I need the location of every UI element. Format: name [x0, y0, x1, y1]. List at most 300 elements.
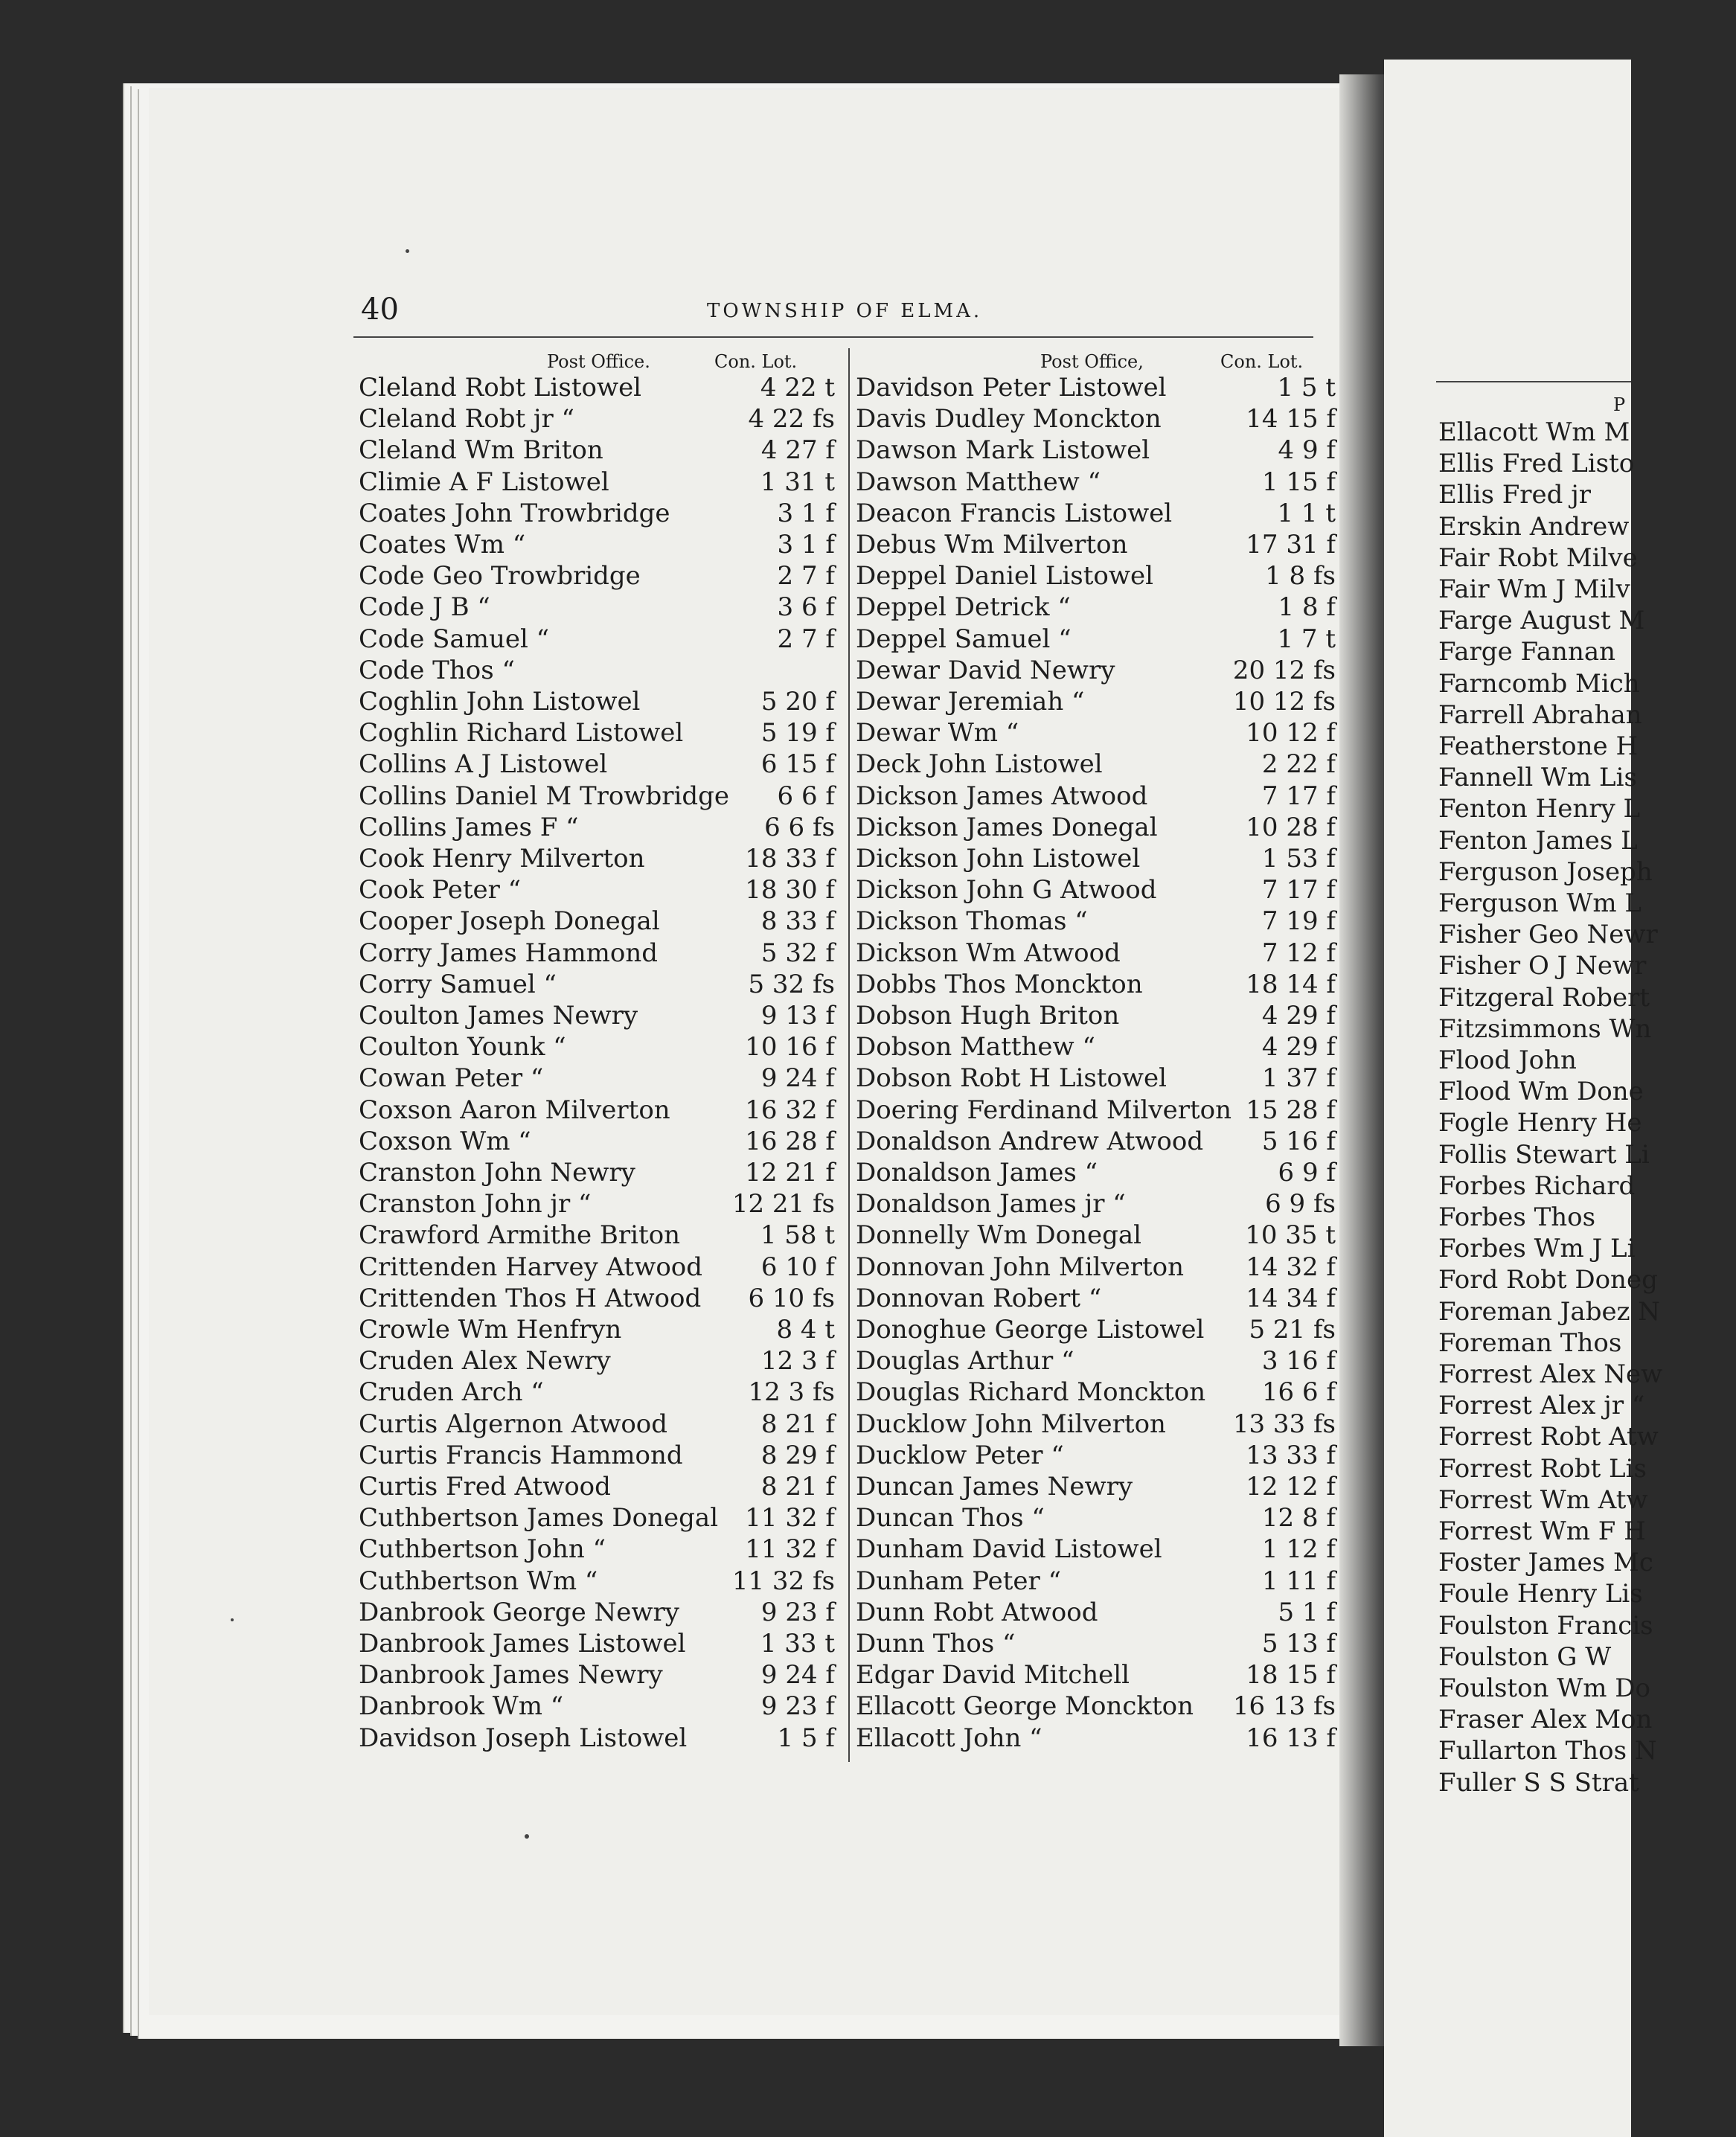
entry-name: Collins James F “ [359, 812, 579, 842]
directory-entry [1438, 1170, 1736, 1202]
entry-con-lot: 6 15 f [760, 749, 835, 780]
entry-name: Edgar David Mitchell [856, 1660, 1130, 1691]
entry-con-lot: 5 21 fs [1249, 1315, 1336, 1345]
entry-con-lot: 11 32 f [745, 1534, 835, 1565]
directory-entry [1438, 417, 1736, 448]
entry-name: Coulton James Newry [359, 1001, 638, 1031]
entry-con-lot: 1 1 t [1277, 498, 1336, 528]
directory-entry [856, 843, 1336, 874]
directory-entry [856, 403, 1336, 435]
directory-entry [359, 529, 835, 560]
entry-name: Debus Wm Milverton [856, 530, 1128, 560]
entry-name: Forrest Robt Lis [1438, 1453, 1647, 1484]
entry-name: Davidson Peter Listowel [856, 373, 1167, 403]
directory-entry [359, 1409, 835, 1440]
entry-name: Collins Daniel M Trowbridge [359, 781, 730, 811]
directory-entry [856, 1659, 1336, 1691]
directory-entry [856, 906, 1336, 937]
entry-name: Crittenden Harvey Atwood [359, 1252, 703, 1282]
entry-name: Code J B “ [359, 592, 490, 623]
directory-entry [1438, 1578, 1736, 1609]
entry-name: Fullarton Thos N [1438, 1736, 1657, 1766]
directory-entry [856, 1000, 1336, 1031]
column-head-con-lot: Con. Lot. [714, 351, 798, 372]
directory-entry [856, 1377, 1336, 1408]
entry-name: Coxson Wm “ [359, 1126, 531, 1156]
directory-entry [359, 1314, 835, 1345]
entry-name: Dobson Robt H Listowel [856, 1063, 1168, 1094]
directory-entry [359, 1345, 835, 1377]
entry-name: Donaldson James “ [856, 1158, 1098, 1188]
directory-entry [1438, 1107, 1736, 1138]
entry-name: Fannell Wm Lis [1438, 763, 1637, 793]
directory-entry [359, 1471, 835, 1502]
entry-name: Fraser Alex Mon [1438, 1705, 1653, 1735]
entry-con-lot: 4 29 f [1261, 1032, 1336, 1063]
entry-name: Dunn Thos “ [856, 1629, 1016, 1659]
entry-name: Ellacott Wm M [1438, 417, 1630, 447]
directory-entry [359, 1440, 835, 1471]
directory-entry [1438, 1484, 1736, 1516]
directory-entry [1438, 668, 1736, 699]
directory-entry [359, 467, 835, 498]
entry-name: Forrest Robt Atw [1438, 1422, 1659, 1452]
entry-name: Cuthbertson Wm “ [359, 1566, 598, 1596]
entry-name: Ford Robt Doneg [1438, 1265, 1658, 1295]
entry-con-lot: 3 1 f [777, 498, 835, 528]
directory-entry [359, 969, 835, 1000]
entry-con-lot: 6 10 fs [748, 1283, 835, 1313]
entry-name: Ellis Fred jr [1438, 480, 1592, 510]
entry-name: Donnovan Robert “ [856, 1283, 1102, 1313]
entry-con-lot: 3 16 f [1261, 1346, 1336, 1377]
directory-entry [856, 1314, 1336, 1345]
entry-con-lot: 10 28 f [1246, 812, 1336, 842]
entry-name: Dobson Hugh Briton [856, 1001, 1120, 1031]
entry-con-lot: 4 27 f [760, 435, 835, 466]
directory-column-middle [856, 372, 1336, 1786]
directory-entry [856, 529, 1336, 560]
directory-entry [856, 1534, 1336, 1565]
entry-con-lot: 16 6 f [1261, 1377, 1336, 1408]
entry-name: Davidson Joseph Listowel [359, 1723, 688, 1753]
entry-con-lot: 9 23 f [760, 1597, 835, 1627]
entry-con-lot: 4 22 t [760, 373, 835, 403]
entry-name: Dickson Thomas “ [856, 906, 1088, 937]
entry-name: Forrest Alex jr “ [1438, 1391, 1645, 1421]
entry-con-lot: 18 33 f [745, 844, 835, 874]
entry-name: Danbrook James Newry [359, 1660, 663, 1691]
entry-name: Foreman Jabez N [1438, 1296, 1661, 1327]
entry-name: Forbes Thos [1438, 1202, 1596, 1232]
column-head-con-lot: Con. Lot. [1220, 351, 1304, 372]
directory-entry [359, 1723, 835, 1754]
entry-name: Fisher Geo Newr [1438, 920, 1658, 950]
entry-con-lot: 5 16 f [1261, 1126, 1336, 1156]
entry-name: Dickson John G Atwood [856, 875, 1157, 906]
entry-name: Dewar Wm “ [856, 718, 1019, 749]
entry-name: Cruden Arch “ [359, 1377, 544, 1408]
directory-entry [1438, 542, 1736, 574]
entry-con-lot: 1 53 f [1261, 844, 1336, 874]
entry-name: Ducklow Peter “ [856, 1440, 1064, 1470]
entry-name: Cooper Joseph Donegal [359, 906, 660, 937]
entry-con-lot: 14 34 f [1246, 1283, 1336, 1313]
entry-name: Duncan Thos “ [856, 1503, 1045, 1534]
entry-con-lot: 8 33 f [760, 906, 835, 937]
entry-con-lot: 16 13 f [1246, 1723, 1336, 1753]
entry-con-lot: 3 1 f [777, 530, 835, 560]
entry-name: Follis Stewart Li [1438, 1139, 1650, 1170]
directory-entry [856, 655, 1336, 686]
directory-entry [856, 1157, 1336, 1188]
entry-con-lot: 10 12 fs [1232, 687, 1336, 717]
directory-entry [359, 592, 835, 623]
directory-entry [359, 686, 835, 717]
directory-entry [856, 467, 1336, 498]
directory-entry [359, 1534, 835, 1565]
entry-con-lot: 16 32 f [745, 1095, 835, 1125]
entry-con-lot: 11 32 f [745, 1503, 835, 1534]
entry-name: Doering Ferdinand Milverton [856, 1095, 1232, 1125]
entry-name: Danbrook Wm “ [359, 1691, 564, 1722]
directory-entry [1438, 574, 1736, 605]
entry-con-lot: 8 29 f [760, 1440, 835, 1470]
entry-name: Ferguson Wm L [1438, 888, 1641, 918]
entry-name: Cook Henry Milverton [359, 844, 645, 874]
entry-name: Crawford Armithe Briton [359, 1220, 681, 1251]
entry-name: Dawson Mark Listowel [856, 435, 1150, 466]
directory-entry [856, 1628, 1336, 1659]
entry-con-lot: 1 12 f [1261, 1534, 1336, 1565]
entry-con-lot: 10 12 f [1246, 718, 1336, 749]
entry-name: Fitzgeral Robert [1438, 982, 1650, 1013]
entry-con-lot: 14 32 f [1246, 1252, 1336, 1282]
entry-name: Featherstone H [1438, 731, 1639, 761]
directory-entry [1438, 1359, 1736, 1390]
entry-name: Forbes Wm J Li [1438, 1234, 1636, 1264]
entry-con-lot: 7 12 f [1261, 938, 1336, 968]
directory-entry [856, 1283, 1336, 1314]
directory-entry [1438, 1202, 1736, 1233]
entry-con-lot: 5 20 f [760, 687, 835, 717]
entry-con-lot: 9 13 f [760, 1001, 835, 1031]
header-rule [353, 336, 1313, 338]
directory-entry [856, 1409, 1336, 1440]
entry-name: Cruden Alex Newry [359, 1346, 611, 1377]
directory-entry [1438, 1421, 1736, 1452]
entry-name: Cowan Peter “ [359, 1063, 544, 1094]
directory-entry [359, 1659, 835, 1691]
directory-entry [359, 655, 835, 686]
directory-entry [856, 717, 1336, 749]
entry-con-lot: 14 15 f [1246, 404, 1336, 435]
entry-con-lot: 7 17 f [1261, 781, 1336, 811]
directory-entry [856, 938, 1336, 969]
entry-con-lot: 20 12 fs [1232, 655, 1336, 685]
directory-entry [359, 1063, 835, 1094]
directory-entry [1438, 448, 1736, 479]
entry-con-lot: 10 16 f [745, 1032, 835, 1063]
directory-entry [1438, 919, 1736, 950]
directory-entry [359, 1628, 835, 1659]
entry-name: Ferguson Joseph [1438, 856, 1653, 887]
entry-name: Foulston Wm Do [1438, 1673, 1650, 1703]
entry-name: Danbrook George Newry [359, 1597, 679, 1627]
directory-entry [1438, 1390, 1736, 1421]
entry-name: Deppel Samuel “ [856, 624, 1072, 654]
entry-name: Donoghue George Listowel [856, 1315, 1205, 1345]
entry-con-lot: 4 22 fs [748, 404, 835, 435]
directory-entry [856, 1723, 1336, 1754]
entry-name: Coxson Aaron Milverton [359, 1095, 670, 1125]
entry-con-lot: 13 33 fs [1232, 1409, 1336, 1439]
directory-entry [856, 1220, 1336, 1251]
entry-name: Forrest Alex New [1438, 1359, 1663, 1389]
entry-con-lot: 7 17 f [1261, 875, 1336, 906]
entry-name: Fair Wm J Milv [1438, 574, 1630, 604]
directory-entry [856, 686, 1336, 717]
entry-con-lot: 5 1 f [1278, 1597, 1336, 1627]
entry-name: Dunham David Listowel [856, 1534, 1162, 1565]
entry-name: Curtis Francis Hammond [359, 1440, 683, 1470]
directory-entry [359, 1157, 835, 1188]
entry-con-lot: 15 28 f [1246, 1095, 1336, 1125]
directory-entry [856, 749, 1336, 780]
directory-entry [856, 1691, 1336, 1722]
entry-name: Danbrook James Listowel [359, 1629, 686, 1659]
directory-entry [1438, 1547, 1736, 1578]
directory-entry [359, 874, 835, 906]
entry-name: Foulston G W [1438, 1641, 1612, 1672]
entry-name: Dewar David Newry [856, 655, 1115, 685]
directory-entry [359, 938, 835, 969]
print-speck [525, 1834, 529, 1839]
entry-con-lot: 9 24 f [760, 1063, 835, 1094]
directory-entry [1438, 1296, 1736, 1327]
entry-name: Curtis Algernon Atwood [359, 1409, 668, 1439]
entry-name: Dobbs Thos Monckton [856, 969, 1143, 999]
directory-entry [1438, 1013, 1736, 1045]
directory-entry [1438, 1264, 1736, 1295]
directory-entry [1438, 982, 1736, 1013]
entry-con-lot: 2 22 f [1261, 749, 1336, 780]
directory-entry [359, 749, 835, 780]
entry-con-lot: 18 15 f [1246, 1660, 1336, 1691]
directory-entry [856, 969, 1336, 1000]
directory-entry [359, 1566, 835, 1597]
directory-entry [1438, 1076, 1736, 1107]
directory-entry [359, 435, 835, 466]
entry-name: Dawson Matthew “ [856, 467, 1101, 497]
entry-name: Dickson James Atwood [856, 781, 1148, 811]
directory-entry [856, 1566, 1336, 1597]
directory-entry [1438, 856, 1736, 888]
entry-con-lot: 18 30 f [745, 875, 835, 906]
entry-name: Collins A J Listowel [359, 749, 608, 780]
column-head-post-office: P [1613, 394, 1626, 415]
directory-entry [1438, 1453, 1736, 1484]
entry-con-lot: 9 24 f [760, 1660, 835, 1691]
directory-entry [359, 498, 835, 529]
directory-entry [856, 781, 1336, 812]
entry-name: Fair Robt Milve [1438, 542, 1638, 573]
entry-con-lot: 6 9 fs [1265, 1189, 1336, 1220]
entry-name: Ellacott George Monckton [856, 1691, 1194, 1722]
entry-con-lot: 12 8 f [1261, 1503, 1336, 1534]
directory-entry [359, 1126, 835, 1157]
directory-entry [359, 1220, 835, 1251]
directory-entry [359, 1283, 835, 1314]
entry-name: Fenton James L [1438, 825, 1638, 856]
directory-entry [359, 560, 835, 592]
directory-entry [1438, 825, 1736, 856]
entry-con-lot: 1 15 f [1261, 467, 1336, 497]
directory-entry [359, 843, 835, 874]
entry-name: Dickson Wm Atwood [856, 938, 1121, 968]
entry-con-lot: 11 32 fs [731, 1566, 835, 1596]
entry-name: Dunham Peter “ [856, 1566, 1061, 1596]
entry-con-lot: 1 5 t [1277, 373, 1336, 403]
directory-entry [856, 812, 1336, 843]
directory-entry [856, 1188, 1336, 1220]
entry-con-lot: 4 29 f [1261, 1001, 1336, 1031]
directory-entry [1438, 762, 1736, 793]
entry-name: Dewar Jeremiah “ [856, 687, 1085, 717]
running-head: TOWNSHIP OF ELMA. [707, 300, 983, 322]
entry-name: Foule Henry Lis [1438, 1579, 1643, 1609]
entry-name: Donaldson James jr “ [856, 1189, 1126, 1220]
entry-name: Donnelly Wm Donegal [856, 1220, 1142, 1251]
directory-entry [359, 781, 835, 812]
directory-entry [1438, 1735, 1736, 1766]
directory-entry [1438, 1327, 1736, 1359]
entry-name: Donaldson Andrew Atwood [856, 1126, 1204, 1156]
directory-entry [1438, 605, 1736, 636]
directory-entry [359, 812, 835, 843]
entry-con-lot: 12 3 f [760, 1346, 835, 1377]
directory-entry [856, 560, 1336, 592]
directory-entry [1438, 950, 1736, 981]
directory-entry [1438, 699, 1736, 731]
entry-name: Cleland Robt Listowel [359, 373, 642, 403]
entry-con-lot: 9 23 f [760, 1691, 835, 1722]
entry-name: Crittenden Thos H Atwood [359, 1283, 702, 1313]
entry-con-lot: 12 12 f [1246, 1472, 1336, 1502]
entry-name: Coghlin Richard Listowel [359, 718, 684, 749]
entry-name: Fogle Henry He [1438, 1108, 1642, 1138]
directory-entry [1438, 793, 1736, 824]
entry-con-lot: 3 6 f [777, 592, 835, 623]
directory-entry [359, 1188, 835, 1220]
directory-entry [856, 624, 1336, 655]
directory-entry [856, 1031, 1336, 1063]
entry-name: Fisher O J Newr [1438, 951, 1647, 981]
entry-con-lot: 1 33 t [760, 1629, 835, 1659]
directory-entry [856, 1440, 1336, 1471]
print-speck [406, 249, 409, 253]
directory-entry [359, 717, 835, 749]
entry-name: Ellis Fred Listo [1438, 449, 1635, 479]
entry-con-lot: 1 7 t [1277, 624, 1336, 654]
directory-entry [1438, 1767, 1736, 1798]
directory-entry [1438, 888, 1736, 919]
entry-name: Coates Wm “ [359, 530, 526, 560]
directory-entry [359, 1252, 835, 1283]
entry-name: Code Thos “ [359, 655, 515, 685]
entry-name: Farrell Abrahan [1438, 699, 1642, 730]
directory-column-right [1438, 417, 1663, 1830]
directory-entry [359, 372, 835, 403]
directory-entry [856, 1126, 1336, 1157]
entry-con-lot: 1 8 fs [1265, 561, 1336, 592]
column-head-post-office: Post Office. [547, 351, 650, 372]
directory-entry [1438, 1641, 1736, 1673]
entry-name: Deck John Listowel [856, 749, 1103, 780]
entry-name: Farge Fannan [1438, 637, 1616, 667]
entry-name: Cook Peter “ [359, 875, 522, 906]
entry-name: Corry James Hammond [359, 938, 659, 968]
entry-name: Farncomb Mich [1438, 668, 1640, 699]
entry-name: Dobson Matthew “ [856, 1032, 1095, 1063]
directory-entry [856, 1597, 1336, 1628]
directory-entry [856, 874, 1336, 906]
entry-con-lot: 8 21 f [760, 1409, 835, 1439]
entry-con-lot: 6 9 f [1278, 1158, 1336, 1188]
directory-entry [1438, 1673, 1736, 1704]
directory-entry [856, 498, 1336, 529]
directory-entry [856, 435, 1336, 466]
directory-entry [856, 1095, 1336, 1126]
directory-entry [359, 906, 835, 937]
entry-con-lot: 6 6 fs [764, 812, 835, 842]
directory-column-left [359, 372, 835, 1786]
directory-entry [856, 372, 1336, 403]
directory-entry [1438, 636, 1736, 667]
entry-con-lot: 12 21 fs [731, 1189, 835, 1220]
entry-con-lot: 10 35 t [1245, 1220, 1336, 1251]
entry-name: Dickson James Donegal [856, 812, 1158, 842]
directory-entry [856, 592, 1336, 623]
entry-con-lot: 5 32 fs [748, 969, 835, 999]
directory-entry [359, 624, 835, 655]
directory-entry [359, 1502, 835, 1534]
entry-name: Coulton Younk “ [359, 1032, 566, 1063]
entry-con-lot: 2 7 f [777, 561, 835, 592]
entry-con-lot: 5 13 f [1261, 1629, 1336, 1659]
entry-name: Coghlin John Listowel [359, 687, 641, 717]
entry-name: Coates John Trowbridge [359, 498, 670, 528]
entry-con-lot: 12 3 fs [748, 1377, 835, 1408]
directory-entry [1438, 511, 1736, 542]
entry-con-lot: 6 6 f [777, 781, 835, 811]
entry-name: Cuthbertson James Donegal [359, 1503, 719, 1534]
entry-name: Flood John [1438, 1045, 1577, 1075]
directory-entry [856, 1345, 1336, 1377]
entry-name: Fenton Henry L [1438, 794, 1641, 824]
directory-entry [856, 1063, 1336, 1094]
entry-con-lot: 1 31 t [760, 467, 835, 497]
entry-name: Forbes Richard [1438, 1170, 1636, 1201]
entry-name: Dickson John Listowel [856, 844, 1141, 874]
page-number: 40 [361, 292, 399, 327]
entry-name: Crowle Wm Henfryn [359, 1315, 622, 1345]
entry-con-lot: 1 37 f [1261, 1063, 1336, 1094]
entry-con-lot: 1 5 f [777, 1723, 835, 1753]
entry-name: Corry Samuel “ [359, 969, 557, 999]
entry-name: Dunn Robt Atwood [856, 1597, 1098, 1627]
directory-entry [359, 1000, 835, 1031]
